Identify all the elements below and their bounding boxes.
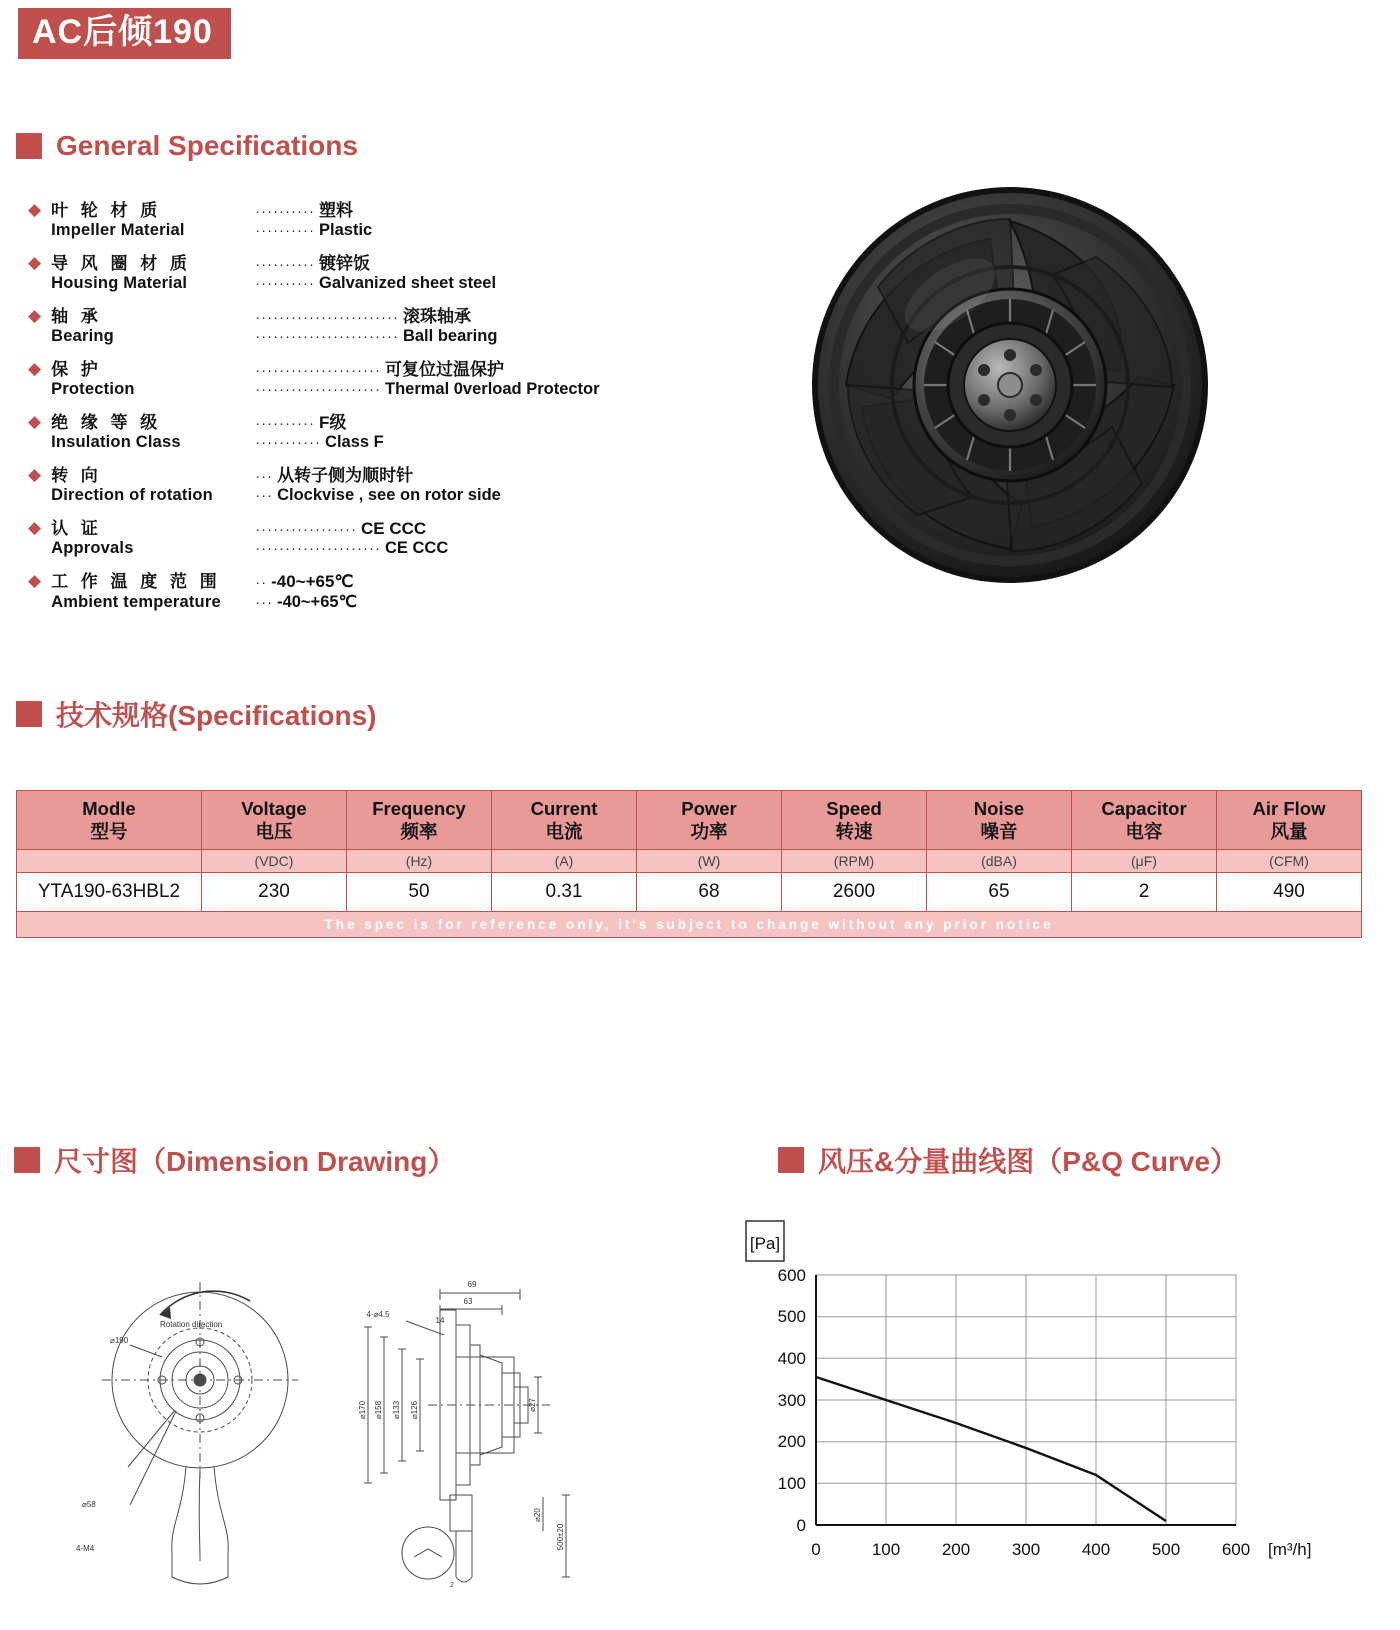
dot-leader: ··········· (255, 434, 322, 451)
dot-leader: ····················· (255, 381, 381, 398)
section-heading-curve (778, 1140, 1238, 1180)
table-units-row (17, 850, 1362, 873)
page-title: AC后倾190 (18, 8, 231, 59)
dim-label-63: 63 (463, 1297, 473, 1306)
dot-leader: ·········· (255, 222, 316, 239)
cell-voltage: 230 (202, 873, 347, 912)
y-tick-200: 200 (777, 1432, 806, 1451)
dim-label-d158: ⌀158 (374, 1400, 383, 1420)
unit-voltage: (VDC) (202, 850, 347, 873)
section-marker-icon (16, 701, 42, 727)
cell-model: YTA190-63HBL2 (17, 873, 202, 912)
list-item (28, 514, 668, 558)
specifications-table (16, 790, 1362, 938)
dim-label-2: 2 (450, 1582, 454, 1589)
unit-noise: (dBA) (927, 850, 1072, 873)
x-tick-0: 0 (811, 1540, 821, 1559)
spec-en-label: Approvals (51, 539, 134, 557)
x-tick-200: 200 (941, 1540, 971, 1559)
y-tick-0: 0 (796, 1516, 806, 1535)
spec-cn-label: 保 护 (51, 360, 102, 379)
list-item (28, 408, 668, 452)
dim-label-14: 14 (435, 1316, 445, 1325)
section-title-curve: 风压&分量曲线图（P&Q Curve） (818, 1146, 1239, 1177)
x-tick-400: 400 (1081, 1540, 1111, 1559)
dot-leader: ·········· (255, 275, 316, 292)
dimension-drawing (10, 1205, 710, 1605)
col-header-model: Modle 型号 (17, 791, 202, 850)
dot-leader: ··· (255, 468, 274, 485)
rotation-note: Rotation direction (160, 1320, 223, 1329)
dot-leader: ·········· (255, 256, 316, 273)
cell-power: 68 (637, 873, 782, 912)
spec-cn-value: 塑料 (319, 201, 354, 220)
pq-curve-chart (720, 1205, 1380, 1605)
cell-noise: 65 (927, 873, 1072, 912)
y-tick-100: 100 (777, 1474, 806, 1493)
unit-capacitor: (μF) (1072, 850, 1217, 873)
cell-frequency: 50 (347, 873, 492, 912)
col-header-voltage: Voltage 电压 (202, 791, 347, 850)
spec-cn-value: 从转子侧为顺时针 (277, 466, 414, 485)
dim-label-d126: ⌀126 (410, 1400, 419, 1420)
dot-leader: ·········· (255, 203, 316, 220)
diamond-bullet-icon: ◆ (28, 359, 42, 378)
dim-label-d27: ⌀27 (528, 1398, 537, 1412)
section-marker-icon (16, 133, 42, 159)
x-axis-label: [m³/h] (1268, 1540, 1312, 1559)
general-spec-list (28, 196, 668, 621)
diamond-bullet-icon: ◆ (28, 571, 42, 590)
spec-en-value: Ball bearing (402, 327, 498, 345)
product-photo (800, 175, 1220, 595)
spec-cn-value: F级 (319, 413, 347, 432)
spec-en-label: Bearing (51, 327, 114, 345)
dot-leader: ························ (255, 328, 399, 345)
dim-label-d170: ⌀170 (358, 1400, 367, 1420)
col-header-noise: Noise 噪音 (927, 791, 1072, 850)
unit-speed: (RPM) (782, 850, 927, 873)
dim-label-500: 500±20 (556, 1523, 565, 1551)
dot-leader: ·· (255, 574, 268, 591)
diamond-bullet-icon: ◆ (28, 518, 42, 537)
dot-leader: ·········· (255, 415, 316, 432)
dim-label-d58: ⌀58 (82, 1500, 96, 1509)
cell-current: 0.31 (492, 873, 637, 912)
diamond-bullet-icon: ◆ (28, 465, 42, 484)
cell-capacitor: 2 (1072, 873, 1217, 912)
spec-en-label: Impeller Material (51, 221, 185, 239)
cell-airflow: 490 (1217, 873, 1362, 912)
spec-en-value: -40~+65℃ (277, 593, 358, 611)
spec-cn-value: -40~+65℃ (271, 572, 354, 591)
spec-en-value: Class F (325, 433, 384, 451)
section-title-general: General Specifications (56, 130, 358, 161)
spec-cn-value: CE CCC (361, 519, 427, 538)
section-title-dimension: 尺寸图（Dimension Drawing） (54, 1146, 456, 1177)
spec-en-label: Housing Material (51, 274, 188, 292)
spec-cn-label: 认 证 (51, 519, 102, 538)
list-item (28, 249, 668, 293)
spec-en-value: Clockvise , see on rotor side (277, 486, 501, 504)
table-note-row (17, 912, 1362, 938)
dot-leader: ··· (255, 594, 274, 611)
col-header-capacitor: Capacitor 电容 (1072, 791, 1217, 850)
unit-airflow: (CFM) (1217, 850, 1362, 873)
spec-en-value: Thermal 0verload Protector (384, 380, 600, 398)
x-tick-500: 500 (1151, 1540, 1181, 1559)
dim-label-69: 69 (467, 1280, 477, 1289)
spec-en-value: CE CCC (384, 539, 449, 557)
spec-en-value: Galvanized sheet steel (319, 274, 497, 292)
dim-label-4x45: 4-⌀4.5 (366, 1310, 390, 1319)
y-tick-600: 600 (777, 1266, 806, 1285)
col-header-current: Current 电流 (492, 791, 637, 850)
diamond-bullet-icon: ◆ (28, 412, 42, 431)
y-axis-label: [Pa] (749, 1234, 781, 1253)
dot-leader: ····················· (255, 540, 381, 557)
section-heading-dimension (14, 1140, 455, 1180)
diamond-bullet-icon: ◆ (28, 253, 42, 272)
dim-label-d133: ⌀133 (392, 1400, 401, 1420)
spec-cn-value: 滚珠轴承 (402, 307, 471, 326)
col-header-power: Power 功率 (637, 791, 782, 850)
list-item (28, 302, 668, 346)
y-tick-300: 300 (777, 1391, 806, 1410)
x-tick-600: 600 (1221, 1540, 1251, 1559)
list-item (28, 567, 668, 612)
list-item (28, 461, 668, 505)
spec-cn-label: 导 风 圈 材 质 (51, 254, 191, 273)
dim-label-d20: ⌀20 (533, 1508, 542, 1522)
y-tick-400: 400 (777, 1349, 806, 1368)
dim-label-4m4: 4-M4 (76, 1544, 95, 1553)
spec-en-label: Direction of rotation (51, 486, 213, 504)
section-heading-specs (16, 694, 376, 734)
spec-en-label: Ambient temperature (51, 593, 221, 611)
col-header-airflow: Air Flow 风量 (1217, 791, 1362, 850)
spec-cn-label: 转 向 (51, 466, 102, 485)
spec-cn-label: 叶 轮 材 质 (51, 201, 162, 220)
dot-leader: ····················· (255, 362, 381, 379)
dot-leader: ························ (255, 309, 399, 326)
unit-frequency: (Hz) (347, 850, 492, 873)
dim-label-d190: ⌀190 (110, 1336, 129, 1345)
x-tick-100: 100 (871, 1540, 901, 1559)
unit-power: (W) (637, 850, 782, 873)
table-row (17, 873, 1362, 912)
y-tick-500: 500 (777, 1307, 806, 1326)
diamond-bullet-icon: ◆ (28, 306, 42, 325)
dot-leader: ··· (255, 487, 274, 504)
spec-en-label: Insulation Class (51, 433, 181, 451)
col-header-speed: Speed 转速 (782, 791, 927, 850)
spec-cn-value: 可复位过温保护 (384, 360, 504, 379)
spec-cn-label: 工 作 温 度 范 围 (51, 572, 221, 591)
table-note: The spec is for reference only, it's subject to change without any prior notice (17, 912, 1362, 938)
section-heading-general (16, 130, 358, 162)
col-header-frequency: Frequency 频率 (347, 791, 492, 850)
cell-speed: 2600 (782, 873, 927, 912)
table-header-row (17, 791, 1362, 850)
diamond-bullet-icon: ◆ (28, 200, 42, 219)
section-title-specs: 技术规格(Specifications) (56, 700, 377, 731)
spec-cn-label: 轴 承 (51, 307, 102, 326)
spec-cn-value: 镀锌饭 (319, 254, 371, 273)
spec-en-value: Plastic (319, 221, 373, 239)
unit-model (17, 850, 202, 873)
list-item (28, 355, 668, 399)
list-item (28, 196, 668, 240)
dot-leader: ················· (255, 521, 357, 538)
section-marker-icon (14, 1147, 40, 1173)
section-marker-icon (778, 1147, 804, 1173)
spec-cn-label: 绝 缘 等 级 (51, 413, 162, 432)
x-tick-300: 300 (1011, 1540, 1041, 1559)
spec-en-label: Protection (51, 380, 135, 398)
unit-current: (A) (492, 850, 637, 873)
